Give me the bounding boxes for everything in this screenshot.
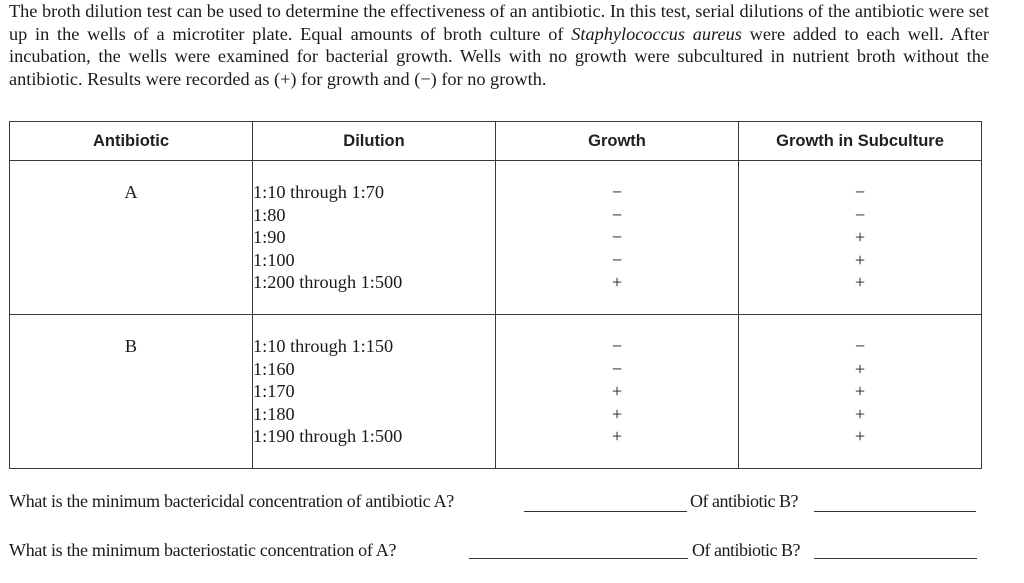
- subculture-result: +: [854, 249, 866, 270]
- growth-result: +: [611, 272, 623, 293]
- growth-cell: [496, 315, 739, 469]
- question-mic: What is the minimum bacteriostatic concentration of A?: [9, 540, 397, 560]
- answer-blank-mbc-b[interactable]: [814, 511, 976, 512]
- growth-result: −: [611, 358, 623, 379]
- antibiotic-cell: A: [10, 161, 253, 315]
- intro-text-end: were added to each well. After incubation, the wells were examined for bacterial growth. Wells with no growth were subcultured in nutrient broth without the antibiotic. Results were recorded as (+) for growth and (−) for no growth.: [9, 23, 989, 89]
- growth-result: −: [611, 204, 623, 225]
- dilution-value: 1:100: [253, 249, 295, 270]
- subculture-result: −: [854, 204, 866, 225]
- subculture-result: +: [854, 358, 866, 379]
- growth-cell: [496, 161, 739, 315]
- subculture-cell: [739, 315, 982, 469]
- subculture-result: +: [854, 227, 866, 248]
- header-dilution: Dilution: [253, 122, 496, 161]
- subculture-result: +: [854, 381, 866, 402]
- intro-paragraph: [9, 0, 989, 90]
- header-antibiotic: Antibiotic: [10, 122, 253, 161]
- dilution-value: 1:160: [253, 358, 295, 379]
- subculture-cell: [739, 161, 982, 315]
- dilution-value: 1:170: [253, 381, 295, 402]
- growth-result: +: [611, 426, 623, 447]
- dilution-cell: [253, 161, 496, 315]
- subculture-result: +: [854, 426, 866, 447]
- subculture-result: +: [854, 272, 866, 293]
- antibiotic-cell: B: [10, 315, 253, 469]
- results-table: [9, 121, 982, 469]
- answer-blank-mbc-a[interactable]: [524, 511, 687, 512]
- dilution-value: 1:10 through 1:150: [253, 336, 394, 356]
- growth-result: −: [611, 249, 623, 270]
- question-mbc-b: Of antibiotic B?: [690, 491, 798, 511]
- table-row-antibiotic-a: [10, 161, 982, 315]
- dilution-value: 1:90: [253, 227, 286, 248]
- dilution-cell: [253, 315, 496, 469]
- organism-name: Staphylococcus aureus: [571, 23, 742, 44]
- subculture-result: −: [854, 336, 866, 356]
- dilution-value: 1:10 through 1:70: [253, 182, 385, 202]
- dilution-value: 1:200 through 1:500: [253, 272, 403, 293]
- answer-blank-mic-b[interactable]: [814, 558, 977, 559]
- question-mbc: What is the minimum bactericidal concentration of antibiotic A?: [9, 491, 454, 511]
- growth-result: +: [611, 381, 623, 402]
- growth-result: +: [611, 403, 623, 424]
- table-header-row: [10, 122, 982, 161]
- question-mic-b: Of antibiotic B?: [692, 540, 800, 560]
- dilution-value: 1:180: [253, 403, 295, 424]
- intro-text-start: The broth dilution test can be used to determine the effectiveness of an antibiotic. In this test, serial dilutions of the antibiotic were set up in the wells of a microtiter plate. Equal amounts of broth culture of: [9, 1, 989, 44]
- table-row-antibiotic-b: [10, 315, 982, 469]
- subculture-result: +: [854, 403, 866, 424]
- growth-result: −: [611, 182, 623, 202]
- header-growth-subculture: Growth in Subculture: [739, 122, 982, 161]
- header-growth: Growth: [496, 122, 739, 161]
- dilution-value: 1:80: [253, 204, 286, 225]
- dilution-value: 1:190 through 1:500: [253, 426, 403, 447]
- growth-result: −: [611, 227, 623, 248]
- growth-result: −: [611, 336, 623, 356]
- subculture-result: −: [854, 182, 866, 202]
- answer-blank-mic-a[interactable]: [469, 558, 688, 559]
